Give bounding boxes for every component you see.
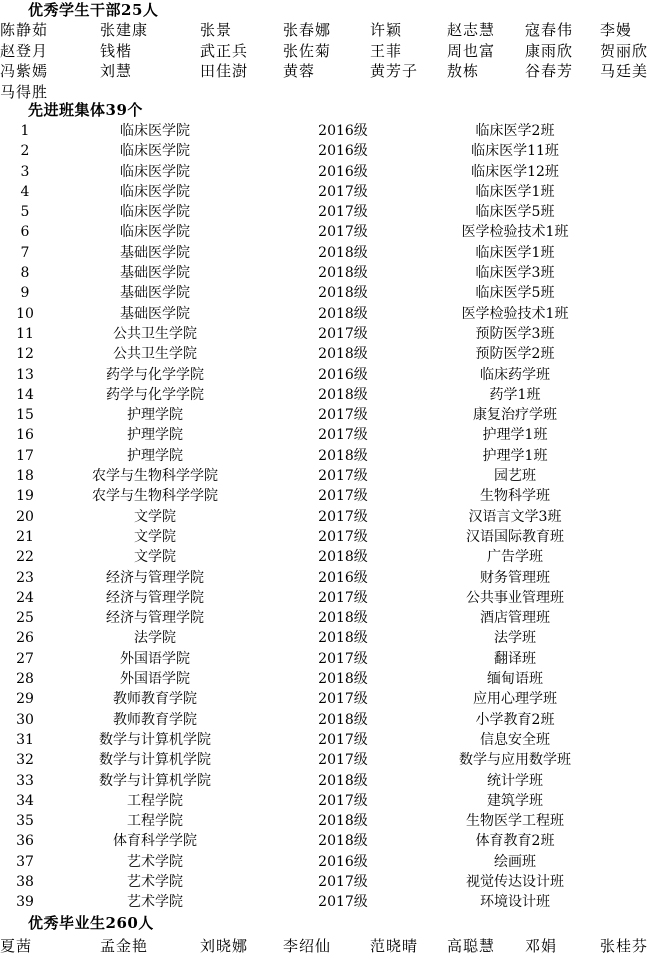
college-cell: 文学院 — [134, 508, 176, 525]
class-cell: 缅甸语班 — [487, 671, 543, 688]
table-row — [0, 710, 648, 730]
table-row — [0, 486, 648, 506]
grade-cell: 2016级 — [318, 163, 368, 180]
grade-cell: 2017级 — [318, 204, 368, 221]
class-cell: 财务管理班 — [480, 569, 550, 586]
class-cell: 统计学班 — [487, 772, 543, 789]
cadre-name: 谷春芳 — [525, 62, 574, 80]
row-number: 17 — [16, 447, 34, 464]
row-number: 36 — [16, 833, 34, 850]
cadre-name: 康雨欣 — [525, 41, 574, 60]
cadre-name: 钱楷 — [100, 41, 133, 60]
row-number: 8 — [20, 265, 30, 282]
cadre-row — [0, 82, 648, 103]
grade-cell: 2018级 — [318, 386, 368, 403]
college-cell: 基础医学院 — [120, 265, 190, 282]
grade-cell: 2017级 — [318, 508, 368, 525]
table-row — [0, 527, 648, 547]
row-number: 33 — [16, 772, 34, 789]
row-number: 35 — [16, 813, 34, 830]
table-row — [0, 547, 648, 567]
table-row — [0, 202, 648, 222]
table-row — [0, 466, 648, 486]
grade-cell: 2017级 — [318, 589, 368, 606]
table-row — [0, 649, 648, 669]
cadre-name: 田佳澍 — [200, 62, 249, 80]
table-row — [0, 162, 648, 182]
table-row — [0, 385, 648, 405]
class-cell: 临床医学5班 — [475, 204, 555, 221]
grade-cell: 2018级 — [318, 630, 368, 647]
cadre-name: 武正兵 — [200, 41, 249, 60]
graduate-name: 邓娟 — [525, 937, 558, 955]
row-number: 27 — [16, 650, 34, 667]
cadre-row — [0, 41, 648, 62]
table-row — [0, 568, 648, 588]
grade-cell: 2016级 — [318, 143, 368, 160]
class-cell: 视觉传达设计班 — [466, 873, 564, 890]
class-cell: 生物医学工程班 — [466, 813, 564, 830]
table-row — [0, 892, 648, 912]
class-cell: 临床医学5班 — [475, 285, 555, 302]
class-cell: 临床医学2班 — [475, 123, 555, 139]
row-number: 14 — [16, 386, 34, 403]
class-cell: 法学班 — [494, 630, 536, 647]
college-cell: 工程学院 — [127, 813, 183, 830]
college-cell: 工程学院 — [127, 792, 183, 809]
row-number: 32 — [16, 752, 34, 769]
graduate-name: 高聪慧 — [447, 937, 496, 955]
row-number: 12 — [16, 346, 34, 363]
grade-cell: 2016级 — [318, 366, 368, 383]
row-number: 24 — [16, 589, 34, 606]
class-cell: 汉语国际教育班 — [466, 528, 564, 545]
grade-cell: 2017级 — [318, 873, 368, 890]
table-row — [0, 791, 648, 811]
cadre-row — [0, 20, 648, 41]
college-cell: 经济与管理学院 — [106, 589, 204, 606]
table-row — [0, 730, 648, 750]
row-number: 30 — [16, 711, 34, 728]
grade-cell: 2017级 — [318, 488, 368, 505]
row-number: 11 — [16, 325, 34, 342]
cadre-names-grid — [0, 20, 648, 102]
table-row — [0, 872, 648, 892]
grade-cell: 2017级 — [318, 407, 368, 424]
row-number: 19 — [16, 488, 34, 505]
grade-cell: 2017级 — [318, 468, 368, 485]
cadre-name: 张建康 — [100, 21, 149, 39]
college-cell: 护理学院 — [127, 447, 183, 464]
class-cell: 生物科学班 — [480, 488, 550, 505]
class-cell: 酒店管理班 — [480, 610, 550, 627]
table-row — [0, 588, 648, 608]
grade-cell: 2017级 — [318, 224, 368, 241]
college-cell: 临床医学院 — [120, 123, 190, 139]
row-number: 1 — [20, 123, 30, 139]
college-cell: 艺术学院 — [127, 853, 183, 870]
cadre-name: 黄蓉 — [283, 62, 316, 80]
grade-cell: 2016级 — [318, 853, 368, 870]
class-cell: 预防医学3班 — [475, 325, 555, 342]
college-cell: 外国语学院 — [120, 671, 190, 688]
graduate-names-grid — [0, 936, 648, 957]
row-number: 15 — [16, 407, 34, 424]
college-cell: 临床医学院 — [120, 143, 190, 160]
class-cell: 建筑学班 — [487, 792, 543, 809]
table-row — [0, 689, 648, 709]
graduate-name: 刘晓娜 — [200, 937, 249, 955]
table-row — [0, 446, 648, 466]
class-cell: 医学检验技术1班 — [461, 224, 569, 241]
class-cell: 临床医学11班 — [471, 143, 559, 160]
row-number: 10 — [16, 305, 34, 322]
table-row — [0, 222, 648, 242]
college-cell: 基础医学院 — [120, 244, 190, 261]
row-number: 39 — [16, 894, 34, 911]
college-cell: 数学与计算机学院 — [99, 731, 211, 748]
table-row — [0, 750, 648, 770]
college-cell: 临床医学院 — [120, 163, 190, 180]
class-cell: 临床医学1班 — [475, 244, 555, 261]
row-number: 37 — [16, 853, 34, 870]
cadre-name: 张佐菊 — [283, 41, 332, 60]
table-row — [0, 669, 648, 689]
college-cell: 艺术学院 — [127, 894, 183, 911]
cadre-name: 马廷美 — [600, 62, 648, 80]
graduate-name: 李绍仙 — [283, 937, 332, 955]
grade-cell: 2017级 — [318, 325, 368, 342]
grade-cell: 2018级 — [318, 265, 368, 282]
row-number: 38 — [16, 873, 34, 890]
class-cell: 环境设计班 — [480, 894, 550, 911]
grade-cell: 2017级 — [318, 752, 368, 769]
grade-cell: 2018级 — [318, 305, 368, 322]
grade-cell: 2018级 — [318, 285, 368, 302]
class-cell: 汉语言文学3班 — [468, 508, 562, 525]
row-number: 16 — [16, 427, 34, 444]
row-number: 6 — [20, 224, 30, 241]
graduate-row — [0, 936, 648, 957]
grade-cell: 2017级 — [318, 427, 368, 444]
cadre-name: 敖栋 — [447, 62, 480, 80]
grade-cell: 2018级 — [318, 447, 368, 464]
class-cell: 临床医学1班 — [475, 183, 555, 200]
grade-cell: 2016级 — [318, 569, 368, 586]
table-row — [0, 263, 648, 283]
cadre-name: 赵登月 — [0, 41, 49, 60]
cadre-name: 张春娜 — [283, 21, 332, 39]
college-cell: 外国语学院 — [120, 650, 190, 667]
graduate-section-title: 优秀毕业生260人 — [28, 914, 154, 932]
cadre-name: 马得胜 — [0, 82, 49, 101]
cadre-name: 陈静茹 — [0, 21, 49, 39]
table-row — [0, 344, 648, 364]
grade-cell: 2017级 — [318, 691, 368, 708]
grade-cell: 2018级 — [318, 549, 368, 566]
table-row — [0, 831, 648, 851]
table-row — [0, 121, 648, 141]
class-section-title: 先进班集体39个 — [28, 101, 143, 119]
class-cell: 临床医学12班 — [471, 163, 559, 180]
row-number: 31 — [16, 731, 34, 748]
college-cell: 农学与生物科学学院 — [92, 468, 218, 485]
class-cell: 药学1班 — [489, 386, 541, 403]
class-cell: 医学检验技术1班 — [461, 305, 569, 322]
college-cell: 农学与生物科学学院 — [92, 488, 218, 505]
college-cell: 经济与管理学院 — [106, 569, 204, 586]
row-number: 18 — [16, 468, 34, 485]
cadre-name: 李嫚 — [600, 21, 633, 39]
grade-cell: 2017级 — [318, 528, 368, 545]
class-cell: 应用心理学班 — [473, 691, 557, 708]
class-cell: 信息安全班 — [480, 731, 550, 748]
grade-cell: 2018级 — [318, 610, 368, 627]
grade-cell: 2017级 — [318, 183, 368, 200]
class-cell: 数学与应用数学班 — [459, 752, 571, 769]
table-row — [0, 324, 648, 344]
class-cell: 体育教育2班 — [475, 833, 555, 850]
row-number: 3 — [20, 163, 30, 180]
class-cell: 园艺班 — [494, 468, 536, 485]
row-number: 20 — [16, 508, 34, 525]
college-cell: 临床医学院 — [120, 204, 190, 221]
cadre-name: 王菲 — [370, 41, 403, 60]
college-cell: 公共卫生学院 — [113, 325, 197, 342]
table-row — [0, 365, 648, 385]
cadre-name: 刘慧 — [100, 62, 133, 80]
class-cell: 小学教育2班 — [475, 711, 555, 728]
cadre-name: 赵志慧 — [447, 21, 496, 39]
college-cell: 公共卫生学院 — [113, 346, 197, 363]
cadre-name: 张景 — [200, 21, 233, 39]
grade-cell: 2017级 — [318, 650, 368, 667]
table-row — [0, 425, 648, 445]
graduate-name: 夏茜 — [0, 937, 33, 955]
college-cell: 艺术学院 — [127, 873, 183, 890]
grade-cell: 2018级 — [318, 813, 368, 830]
grade-cell: 2016级 — [318, 123, 368, 139]
grade-cell: 2018级 — [318, 772, 368, 789]
college-cell: 法学院 — [134, 630, 176, 647]
grade-cell: 2017级 — [318, 731, 368, 748]
graduate-name: 张桂芬 — [600, 937, 648, 955]
graduate-name: 孟金艳 — [100, 937, 149, 955]
cadre-name: 寇春伟 — [525, 21, 574, 39]
college-cell: 体育科学学院 — [113, 833, 197, 850]
row-number: 4 — [20, 183, 30, 200]
class-cell: 临床医学3班 — [475, 265, 555, 282]
grade-cell: 2018级 — [318, 711, 368, 728]
table-row — [0, 243, 648, 263]
class-table — [0, 121, 648, 913]
college-cell: 教师教育学院 — [113, 691, 197, 708]
cadre-name: 黄芳子 — [370, 62, 419, 80]
row-number: 28 — [16, 671, 34, 688]
class-cell: 护理学1班 — [482, 447, 548, 464]
table-row — [0, 628, 648, 648]
college-cell: 药学与化学学院 — [106, 386, 204, 403]
table-row — [0, 771, 648, 791]
grade-cell: 2018级 — [318, 671, 368, 688]
table-row — [0, 141, 648, 161]
college-cell: 数学与计算机学院 — [99, 772, 211, 789]
row-number: 13 — [16, 366, 34, 383]
college-cell: 护理学院 — [127, 407, 183, 424]
table-row — [0, 405, 648, 425]
table-row — [0, 283, 648, 303]
table-row — [0, 811, 648, 831]
grade-cell: 2017级 — [318, 792, 368, 809]
row-number: 25 — [16, 610, 34, 627]
cadre-name: 周也富 — [447, 41, 496, 60]
college-cell: 临床医学院 — [120, 224, 190, 241]
class-cell: 护理学1班 — [482, 427, 548, 444]
table-row — [0, 182, 648, 202]
cadre-section-title: 优秀学生干部25人 — [28, 1, 159, 19]
college-cell: 基础医学院 — [120, 305, 190, 322]
graduate-name: 范晓晴 — [370, 937, 419, 955]
cadre-name: 贺丽欣 — [600, 41, 648, 60]
row-number: 34 — [16, 792, 34, 809]
class-cell: 绘画班 — [494, 853, 536, 870]
college-cell: 基础医学院 — [120, 285, 190, 302]
class-cell: 预防医学2班 — [475, 346, 555, 363]
class-cell: 翻译班 — [494, 650, 536, 667]
grade-cell: 2018级 — [318, 244, 368, 261]
row-number: 29 — [16, 691, 34, 708]
college-cell: 文学院 — [134, 549, 176, 566]
row-number: 7 — [20, 244, 30, 261]
college-cell: 教师教育学院 — [113, 711, 197, 728]
college-cell: 药学与化学学院 — [106, 366, 204, 383]
cadre-row — [0, 61, 648, 82]
row-number: 22 — [16, 549, 34, 566]
row-number: 2 — [20, 143, 30, 160]
class-cell: 公共事业管理班 — [466, 589, 564, 606]
table-row — [0, 507, 648, 527]
row-number: 9 — [20, 285, 30, 302]
row-number: 21 — [16, 528, 34, 545]
table-row — [0, 852, 648, 872]
grade-cell: 2018级 — [318, 346, 368, 363]
cadre-name: 许颖 — [370, 21, 403, 39]
college-cell: 临床医学院 — [120, 183, 190, 200]
class-cell: 临床药学班 — [480, 366, 550, 383]
college-cell: 经济与管理学院 — [106, 610, 204, 627]
college-cell: 数学与计算机学院 — [99, 752, 211, 769]
row-number: 23 — [16, 569, 34, 586]
grade-cell: 2017级 — [318, 894, 368, 911]
college-cell: 文学院 — [134, 528, 176, 545]
class-cell: 广告学班 — [487, 549, 543, 566]
table-row — [0, 304, 648, 324]
grade-cell: 2018级 — [318, 833, 368, 850]
class-cell: 康复治疗学班 — [473, 407, 557, 424]
college-cell: 护理学院 — [127, 427, 183, 444]
row-number: 26 — [16, 630, 34, 647]
cadre-name: 冯紫嫣 — [0, 62, 49, 80]
table-row — [0, 608, 648, 628]
row-number: 5 — [20, 204, 30, 221]
